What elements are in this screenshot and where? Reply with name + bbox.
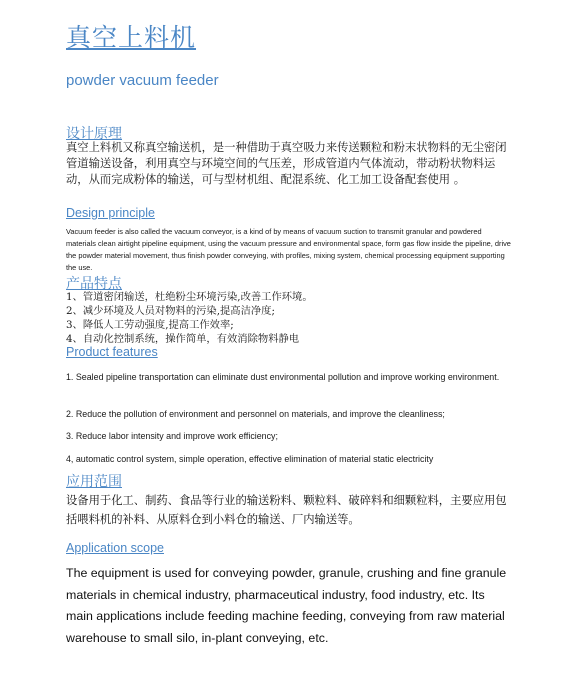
design-heading-en: Design principle	[66, 206, 155, 220]
document-title-cn: 真空上料机	[66, 23, 197, 52]
feature-item-cn: 4、自动化控制系统，操作简单，有效消除物料静电	[66, 333, 300, 345]
design-heading-cn: 设计原理	[66, 126, 122, 142]
feature-item-en: 2. Reduce the pollution of environment and personnel on materials, and improve the cleanliness;	[66, 409, 445, 419]
features-heading-cn: 产品特点	[66, 276, 122, 292]
design-text-cn: 真空上料机又称真空输送机，是一种借助于真空吸力来传送颗粒和粉末状物料的无尘密闭管道输送设备，利用真空与环境空间的气压差，形成管道内气体流动，带动粉状物料运动，从而完成粉体的输送，可与型材机组、配混系统、化工加工设备配套使用 。	[66, 141, 507, 186]
feature-item-cn: 3、降低人工劳动强度,提高工作效率;	[66, 319, 234, 331]
application-heading-en: Application scope	[66, 541, 164, 555]
feature-item-cn: 2、减少环境及人员对物料的污染,提高洁净度;	[66, 305, 275, 317]
feature-item-en: 1. Sealed pipeline transportation can eliminate dust environmental pollution and improve working environment.	[66, 372, 500, 382]
document-subtitle-en: powder vacuum feeder	[66, 72, 219, 89]
application-text-en: The equipment is used for conveying powder, granule, crushing and fine granule materials in chemical industry, pharmaceutical industry, food industry, etc. Its main applications include feeding machine feeding, conveying from raw material warehouse to small silo, in-plant conveying, etc.	[66, 566, 507, 645]
application-text-cn: 设备用于化工、制药、食品等行业的输送粉料、颗粒料、破碎料和细颗粒料，主要应用包括喂料机的补料、从原料仓到小料仓的输送、厂内输送等。	[66, 494, 507, 526]
feature-item-en: 4, automatic control system, simple operation, effective elimination of material static electricity	[66, 454, 434, 464]
feature-item-en: 3. Reduce labor intensity and improve work efficiency;	[66, 431, 278, 441]
application-heading-cn: 应用范围	[66, 474, 122, 490]
feature-item-cn: 1、管道密闭输送，杜绝粉尘环境污染,改善工作环境。	[66, 291, 313, 303]
features-heading-en: Product features	[66, 345, 158, 359]
design-text-en: Vacuum feeder is also called the vacuum conveyor, is a kind of by means of vacuum suction to transmit granular and powdered materials clean airtight pipeline equipment, using the vacuum pressure and environmental space, form gas flow inside the pipeline, drive the powder material movement, thus finish powder conveying, with profiles, mixing system, chemical processing equipment supporting the use.	[66, 227, 511, 272]
features-list-cn	[66, 290, 512, 346]
